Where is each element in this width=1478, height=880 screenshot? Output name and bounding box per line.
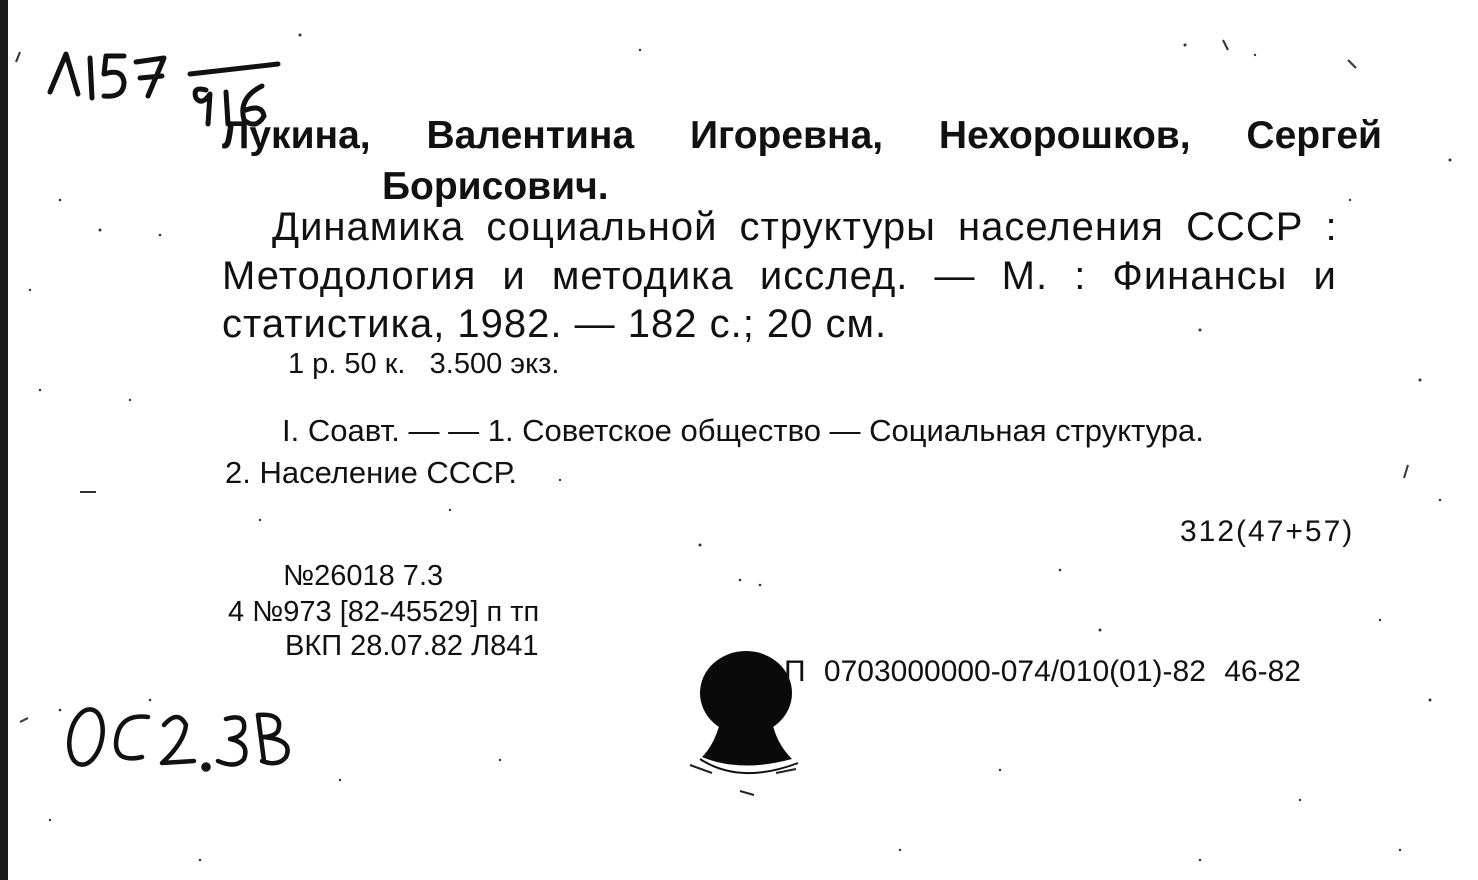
author-line-2: Борисович. [382, 165, 609, 208]
price-line: 1 р. 50 к. 3.500 экз. [288, 348, 560, 380]
author-word: Валентина [426, 114, 635, 157]
author-word: Нехорошков, [938, 114, 1191, 157]
order-line-2: 4 №973 [82-45529] п тп [228, 596, 540, 628]
catalog-code-line: П 0703000000-074/010(01)-82 46-82 [784, 655, 1301, 688]
handwritten-call-number-drawing [58, 695, 318, 785]
title-line-2: Методология и методика исслед. — М. : Финансы и [222, 254, 1337, 298]
order-line-3: ВКП 28.07.82 Л841 [285, 630, 539, 662]
subjects-line-1: I. Соавт. — — 1. Советское общество — Социальная структура. [282, 413, 1204, 448]
classification-number: 312(47+57) [1180, 515, 1355, 548]
author-line-1 [222, 114, 1382, 158]
title-line-3: статистика, 1982. — 182 с.; 20 см. [222, 302, 888, 346]
subjects-line-2: 2. Население СССР. [225, 455, 518, 490]
handwritten-call-number [58, 695, 318, 785]
author-word: Игоревна, [689, 114, 884, 157]
author-word: Сергей [1246, 114, 1382, 157]
author-word: Лукина, [222, 114, 371, 157]
title-line-1: Динамика социальной структуры населения СССР : [272, 205, 1338, 249]
order-line-1: №26018 7.3 [283, 560, 444, 592]
